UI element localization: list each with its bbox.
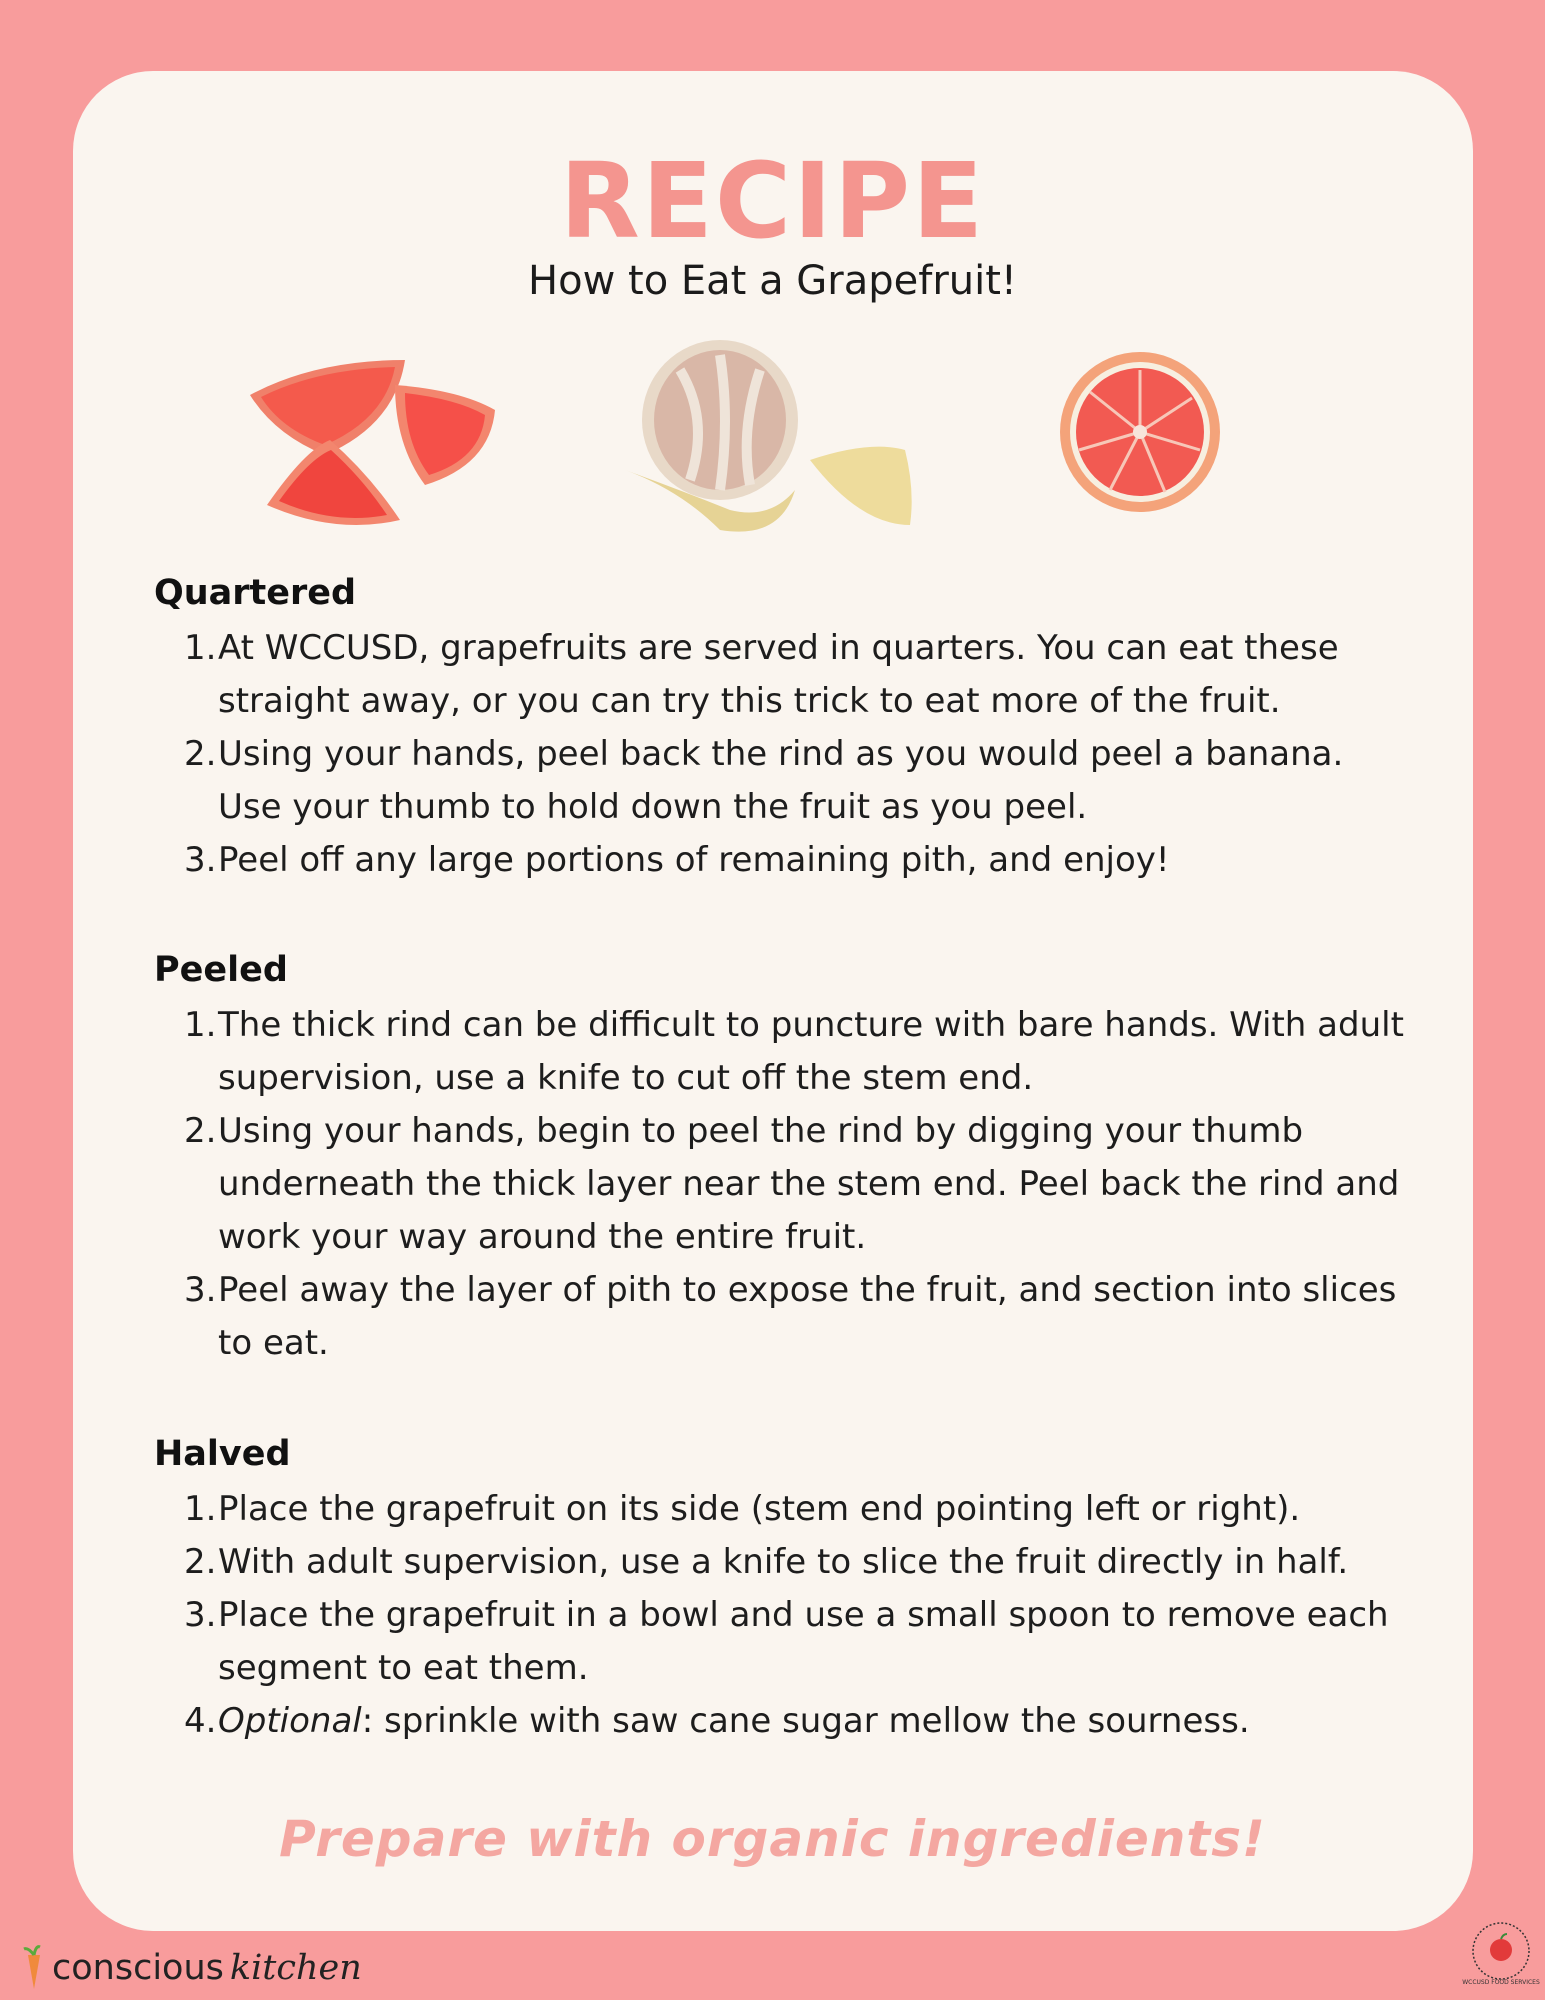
halved-steps: [154, 1483, 1414, 1748]
svg-text:WCCUSD FOOD SERVICES: WCCUSD FOOD SERVICES: [1462, 1979, 1540, 1986]
list-item: 3. Peel away the layer of pith to expose the fruit, and section into slices to eat.: [184, 1270, 1397, 1363]
list-item: 2. Using your hands, peel back the rind as you would peel a banana. Use your thumb to hold down the fruit as you peel.: [184, 734, 1344, 827]
peeled-steps: [154, 999, 1414, 1370]
list-item: 1. At WCCUSD, grapefruits are served in quarters. You can eat these straight away, or you can try this trick to eat more of the fruit.: [184, 628, 1339, 721]
carrot-icon: [20, 1945, 46, 1991]
section-title-peeled: Peeled: [154, 950, 288, 990]
section-title-halved: Halved: [154, 1434, 291, 1474]
peeled-grapefruit-image: [620, 340, 920, 555]
list-item: 2. Using your hands, begin to peel the rind by digging your thumb underneath the thick layer near the stem end. Peel back the rind and work your way around the entire fruit.: [184, 1111, 1400, 1257]
quartered-steps: [154, 622, 1414, 887]
organic-tagline: Prepare with organic ingredients!: [279, 1810, 1266, 1868]
page-title: RECIPE: [559, 140, 986, 262]
page-subtitle: How to Eat a Grapefruit!: [528, 258, 1017, 304]
wccusd-food-services-seal-icon: [1462, 1920, 1540, 1990]
grapefruit-half-image: [1055, 350, 1225, 515]
grapefruit-quarters-image: [245, 355, 500, 535]
list-item: 3. Place the grapefruit in a bowl and use a small spoon to remove each segment to eat them.: [184, 1595, 1389, 1688]
conscious-kitchen-logo: conscious kitchen: [20, 1945, 362, 1991]
list-item: 4. Optional: sprinkle with saw cane sugar mellow the sourness.: [184, 1701, 1250, 1741]
list-item: 1. The thick rind can be difficult to puncture with bare hands. With adult supervision, use a knife to cut off the stem end.: [184, 1005, 1404, 1098]
list-item: 3. Peel off any large portions of remaining pith, and enjoy!: [184, 840, 1170, 880]
list-item: 1. Place the grapefruit on its side (stem end pointing left or right).: [184, 1489, 1301, 1529]
list-item: 2. With adult supervision, use a knife to slice the fruit directly in half.: [184, 1542, 1349, 1582]
section-title-quartered: Quartered: [154, 573, 357, 613]
